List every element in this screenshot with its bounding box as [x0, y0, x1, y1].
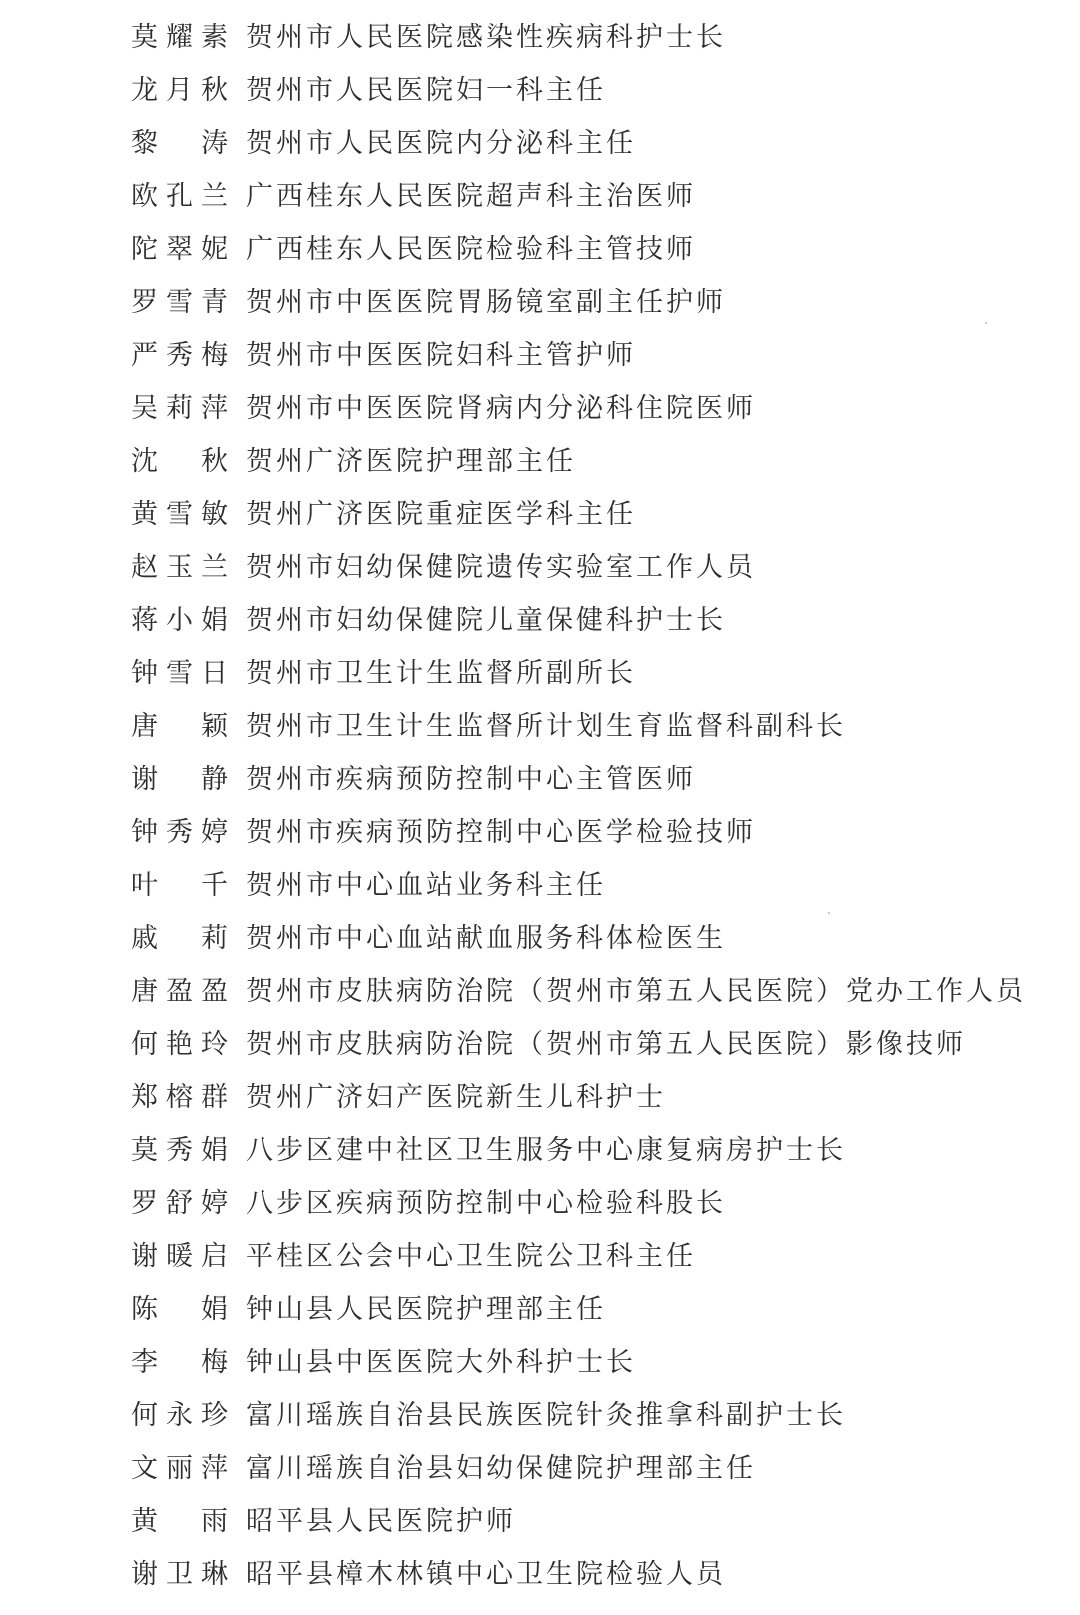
position-title: 贺州市卫生计生监督所计划生育监督科副科长: [246, 711, 846, 742]
position-title: 昭平县人民医院护师: [246, 1506, 516, 1537]
position-title: 贺州市中心血站业务科主任: [246, 870, 606, 901]
person-name: 罗 舒 婷: [131, 1188, 231, 1219]
position-title: 贺州市人民医院感染性疾病科护士长: [246, 22, 726, 53]
person-name: 严 秀 梅: [131, 340, 231, 371]
person-name: 陈 娟: [131, 1294, 231, 1325]
position-title: 富川瑶族自治县妇幼保健院护理部主任: [246, 1453, 756, 1484]
list-item: [0, 118, 1080, 171]
position-title: 昭平县樟木林镇中心卫生院检验人员: [246, 1559, 726, 1590]
position-title: 贺州市中医医院胃肠镜室副主任护师: [246, 287, 726, 318]
position-title: 贺州广济妇产医院新生儿科护士: [246, 1082, 666, 1113]
person-name: 陀 翠 妮: [131, 234, 231, 265]
person-name: 莫 耀 素: [131, 22, 231, 53]
person-name: 谢 卫 琳: [131, 1559, 231, 1590]
person-name: 钟 秀 婷: [131, 817, 231, 848]
person-name: 何 永 珍: [131, 1400, 231, 1431]
position-title: 贺州市妇幼保健院儿童保健科护士长: [246, 605, 726, 636]
position-title: 贺州广济医院护理部主任: [246, 446, 576, 477]
person-name: 赵 玉 兰: [131, 552, 231, 583]
person-name: 龙 月 秋: [131, 75, 231, 106]
list-item: [0, 1390, 1080, 1443]
list-item: [0, 807, 1080, 860]
position-title: 贺州市中医医院妇科主管护师: [246, 340, 636, 371]
list-item: [0, 1231, 1080, 1284]
person-name: 黄 雪 敏: [131, 499, 231, 530]
person-name: 黎 涛: [131, 128, 231, 159]
list-item: [0, 1443, 1080, 1496]
list-item: [0, 701, 1080, 754]
person-name: 吴 莉 萍: [131, 393, 231, 424]
list-item: [0, 966, 1080, 1019]
position-title: 富川瑶族自治县民族医院针灸推拿科副护士长: [246, 1400, 846, 1431]
position-title: 贺州市中医医院肾病内分泌科住院医师: [246, 393, 756, 424]
list-item: [0, 12, 1080, 65]
list-item: [0, 1496, 1080, 1549]
position-title: 八步区建中社区卫生服务中心康复病房护士长: [246, 1135, 846, 1166]
position-title: 贺州广济医院重症医学科主任: [246, 499, 636, 530]
list-item: [0, 595, 1080, 648]
list-item: [0, 913, 1080, 966]
list-item: [0, 171, 1080, 224]
list-item: [0, 1284, 1080, 1337]
position-title: 贺州市疾病预防控制中心医学检验技师: [246, 817, 756, 848]
position-title: 贺州市皮肤病防治院（贺州市第五人民医院）党办工作人员: [246, 976, 1026, 1007]
list-item: [0, 277, 1080, 330]
person-name: 罗 雪 青: [131, 287, 231, 318]
position-title: 广西桂东人民医院检验科主管技师: [246, 234, 696, 265]
person-name: 谢 静: [131, 764, 231, 795]
list-item: [0, 224, 1080, 277]
position-title: 平桂区公会中心卫生院公卫科主任: [246, 1241, 696, 1272]
person-name: 蒋 小 娟: [131, 605, 231, 636]
person-name: 何 艳 玲: [131, 1029, 231, 1060]
person-name: 钟 雪 日: [131, 658, 231, 689]
list-item: [0, 436, 1080, 489]
list-item: [0, 330, 1080, 383]
list-item: [0, 1125, 1080, 1178]
list-item: [0, 65, 1080, 118]
honoree-list: [0, 12, 1080, 1602]
list-item: [0, 860, 1080, 913]
list-item: [0, 383, 1080, 436]
person-name: 沈 秋: [131, 446, 231, 477]
list-item: [0, 754, 1080, 807]
person-name: 欧 孔 兰: [131, 181, 231, 212]
person-name: 莫 秀 娟: [131, 1135, 231, 1166]
position-title: 钟山县人民医院护理部主任: [246, 1294, 606, 1325]
position-title: 贺州市疾病预防控制中心主管医师: [246, 764, 696, 795]
list-item: [0, 1019, 1080, 1072]
list-item: [0, 648, 1080, 701]
position-title: 贺州市中心血站献血服务科体检医生: [246, 923, 726, 954]
list-item: [0, 489, 1080, 542]
person-name: 郑 榕 群: [131, 1082, 231, 1113]
person-name: 唐 盈 盈: [131, 976, 231, 1007]
person-name: 李 梅: [131, 1347, 231, 1378]
position-title: 贺州市人民医院妇一科主任: [246, 75, 606, 106]
position-title: 贺州市卫生计生监督所副所长: [246, 658, 636, 689]
list-item: [0, 1178, 1080, 1231]
scan-speck: [985, 322, 987, 324]
person-name: 唐 颖: [131, 711, 231, 742]
person-name: 黄 雨: [131, 1506, 231, 1537]
list-item: [0, 1072, 1080, 1125]
position-title: 广西桂东人民医院超声科主治医师: [246, 181, 696, 212]
person-name: 叶 千: [131, 870, 231, 901]
position-title: 钟山县中医医院大外科护士长: [246, 1347, 636, 1378]
list-item: [0, 542, 1080, 595]
person-name: 戚 莉: [131, 923, 231, 954]
person-name: 文 丽 萍: [131, 1453, 231, 1484]
scan-speck: [828, 912, 830, 914]
position-title: 贺州市妇幼保健院遗传实验室工作人员: [246, 552, 756, 583]
person-name: 谢 暖 启: [131, 1241, 231, 1272]
list-item: [0, 1337, 1080, 1390]
position-title: 贺州市人民医院内分泌科主任: [246, 128, 636, 159]
position-title: 八步区疾病预防控制中心检验科股长: [246, 1188, 726, 1219]
position-title: 贺州市皮肤病防治院（贺州市第五人民医院）影像技师: [246, 1029, 966, 1060]
list-item: [0, 1549, 1080, 1602]
